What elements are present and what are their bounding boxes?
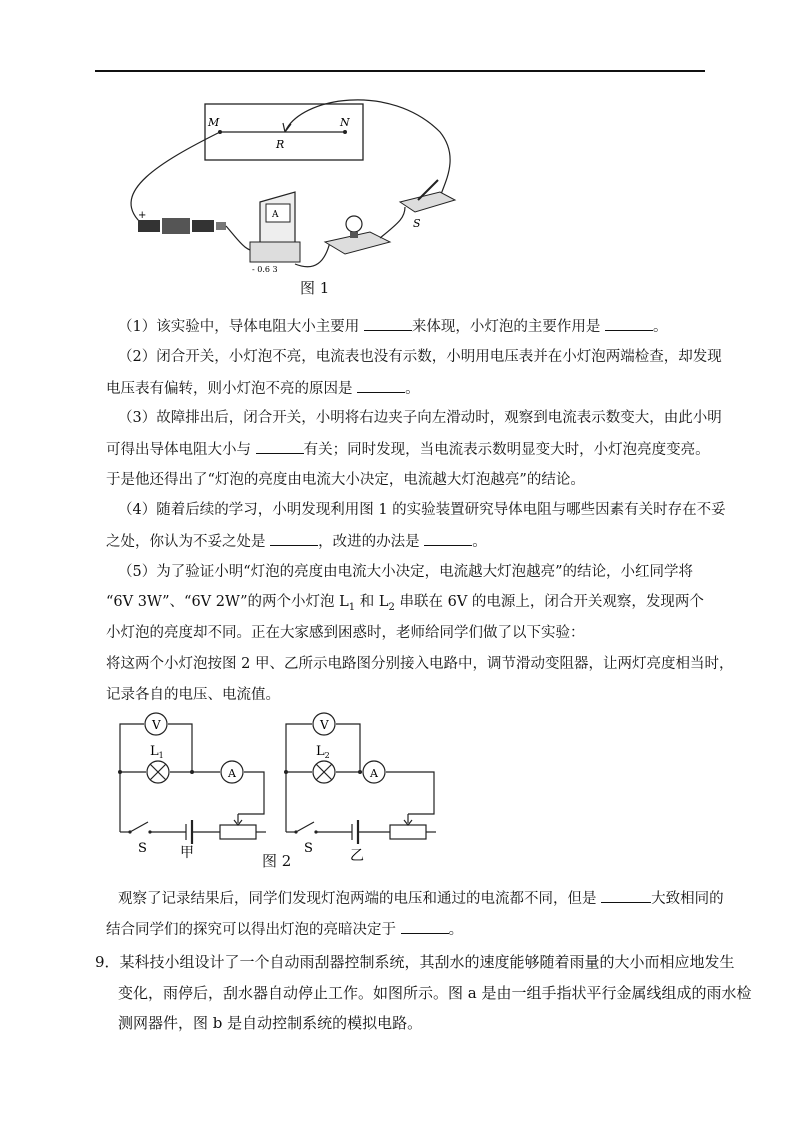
top-rule xyxy=(95,70,705,72)
ammeter-label: A xyxy=(272,210,279,220)
question-5-line-4: 将这两个小灯泡按图 2 甲、乙所示电路图分别接入电路中，调节滑动变阻器，让两灯亮度相当时， xyxy=(106,656,734,672)
figure-1-caption: 图 1 xyxy=(300,279,330,297)
jia-ammeter-label: A xyxy=(228,767,236,780)
question-3-line-3: 于是他还得出了“灯泡的亮度由电流大小决定，电流越大灯泡越亮”的结论。 xyxy=(106,472,585,488)
answer-blank-2[interactable] xyxy=(357,378,405,393)
jia-lamp-label: $L_1$ xyxy=(150,744,164,760)
jia-switch-label: S xyxy=(138,841,147,856)
yi-ammeter-label: A xyxy=(370,767,378,780)
figure-2-caption: 图 2 xyxy=(262,852,292,870)
jia-name: 甲 xyxy=(180,845,194,861)
question-9-line-1: 9．某科技小组设计了一个自动雨刮器控制系统，其刮水的速度能够随着雨量的大小而相应地发生 xyxy=(95,953,735,971)
question-4-line-2: 之处，你认为不妥之处是 ，改进的办法是 。 xyxy=(106,531,487,552)
answer-blank-5b[interactable] xyxy=(401,919,449,934)
label-r: R xyxy=(276,138,285,151)
switch-label: S xyxy=(413,217,421,230)
question-5-line-2: “6V 3W”、“6V 2W”的两个小灯泡 $L_1$ 和 $L_2$ 串联在 6V 的电源上，闭合开关观察，发现两个 xyxy=(106,594,704,613)
yi-name: 乙 xyxy=(350,848,364,864)
ammeter-scale: - 0.6 3 xyxy=(252,265,278,274)
conclusion-line-2: 结合同学们的探究可以得出灯泡的亮暗决定于 。 xyxy=(106,919,463,940)
label-m: M xyxy=(208,116,220,129)
question-1: （1）该实验中，导体电阻大小主要用 来体现，小灯泡的主要作用是 。 xyxy=(118,316,667,337)
question-9-line-2: 变化，雨停后，刮水器自动停止工作。如图所示。图 a 是由一组手指状平行金属线组成的雨水检 xyxy=(118,984,752,1002)
circuit-yi xyxy=(286,713,436,844)
jia-voltmeter-label: V xyxy=(152,718,161,732)
label-n: N xyxy=(340,116,350,129)
question-9-line-3: 测网器件，图 b 是自动控制系统的模拟电路。 xyxy=(118,1014,423,1032)
answer-blank-4a[interactable] xyxy=(270,531,318,546)
figure-1 xyxy=(100,92,480,297)
answer-blank-1b[interactable] xyxy=(605,316,653,331)
yi-lamp-label: $L_2$ xyxy=(316,744,330,760)
answer-blank-5a[interactable] xyxy=(601,888,651,903)
question-2-line-1: （2）闭合开关，小灯泡不亮，电流表也没有示数，小明用电压表并在小灯泡两端检查，却发现 xyxy=(118,349,722,365)
figure-2 xyxy=(110,710,440,870)
question-4-line-1: （4）随着后续的学习，小明发现利用图 1 的实验装置研究导体电阻与哪些因素有关时存在不妥 xyxy=(118,502,726,518)
question-3-line-2: 可得出导体电阻大小与 有关；同时发现，当电流表示数明显变大时，小灯泡亮度变亮。 xyxy=(106,439,710,460)
question-5-line-1: （5）为了验证小明“灯泡的亮度由电流大小决定，电流越大灯泡越亮”的结论，小红同学将 xyxy=(118,564,694,580)
answer-blank-4b[interactable] xyxy=(424,531,472,546)
circuit-jia xyxy=(120,713,266,844)
answer-blank-3[interactable] xyxy=(256,439,304,454)
question-5-line-5: 记录各自的电压、电流值。 xyxy=(106,687,280,703)
question-2-line-2: 电压表有偏转，则小灯泡不亮的原因是 。 xyxy=(106,378,420,399)
svg-text:+: + xyxy=(138,210,147,221)
question-3-line-1: （3）故障排出后，闭合开关，小明将右边夹子向左滑动时，观察到电流表示数变大，由此小明 xyxy=(118,410,722,426)
yi-voltmeter-label: V xyxy=(320,718,329,732)
conclusion-line-1: 观察了记录结果后，同学们发现灯泡两端的电压和通过的电流都不同，但是 大致相同的 xyxy=(118,888,724,909)
answer-blank-1a[interactable] xyxy=(364,316,412,331)
yi-switch-label: S xyxy=(304,841,313,856)
question-5-line-3: 小灯泡的亮度却不同。正在大家感到困惑时，老师给同学们做了以下实验： xyxy=(106,625,585,641)
